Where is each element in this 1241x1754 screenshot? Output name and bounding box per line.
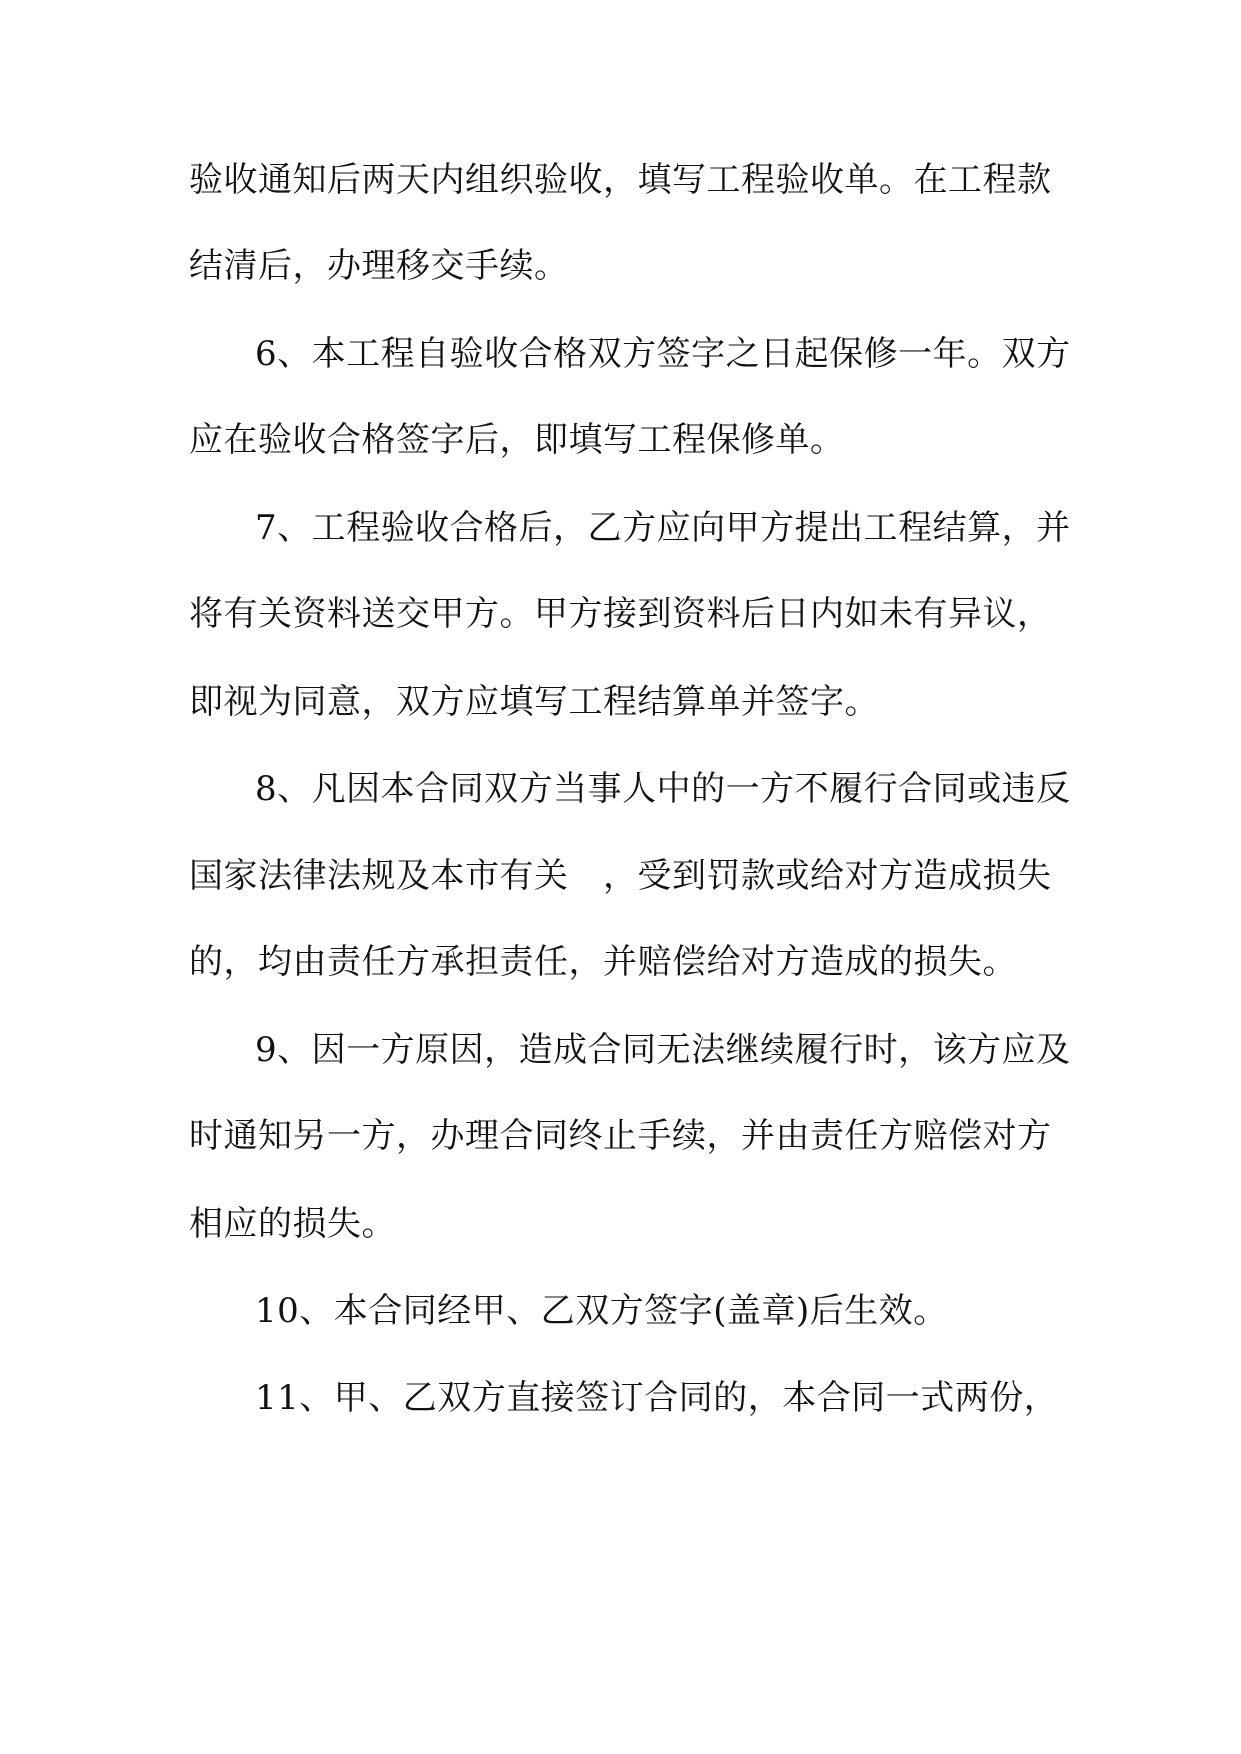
text-line: 的，均由责任方承担责任，并赔偿给对方造成的损失。: [189, 942, 1017, 982]
paragraph-7-line: 7、工程验收合格后，乙方应向甲方提出工程结算，并: [255, 508, 1071, 548]
paragraph-10-line: 10、本合同经甲、乙双方签字(盖章)后生效。: [255, 1291, 948, 1331]
text-line: 时通知另一方，办理合同终止手续，并由责任方赔偿对方: [189, 1116, 1052, 1156]
paragraph-9-line: 9、因一方原因，造成合同无法继续履行时，该方应及: [255, 1030, 1071, 1070]
paragraph-11-line: 11、甲、乙双方直接签订合同的，本合同一式两份，: [255, 1378, 1059, 1418]
text-line: 将有关资料送交甲方。甲方接到资料后日内如未有异议，: [189, 594, 1052, 634]
text-line: 结清后，办理移交手续。: [189, 246, 569, 286]
paragraph-8-line: 8、凡因本合同双方当事人中的一方不履行合同或违反: [255, 769, 1071, 809]
text-line: 应在验收合格签字后，即填写工程保修单。: [189, 420, 845, 460]
text-line: 即视为同意，双方应填写工程结算单并签字。: [189, 682, 879, 722]
text-line: 相应的损失。: [189, 1204, 396, 1244]
text-line: 国家法律法规及本市有关 ，受到罚款或给对方造成损失: [189, 856, 1052, 896]
text-line: 验收通知后两天内组织验收，填写工程验收单。在工程款: [189, 160, 1052, 200]
paragraph-6-line: 6、本工程自验收合格双方签字之日起保修一年。双方: [255, 334, 1071, 374]
